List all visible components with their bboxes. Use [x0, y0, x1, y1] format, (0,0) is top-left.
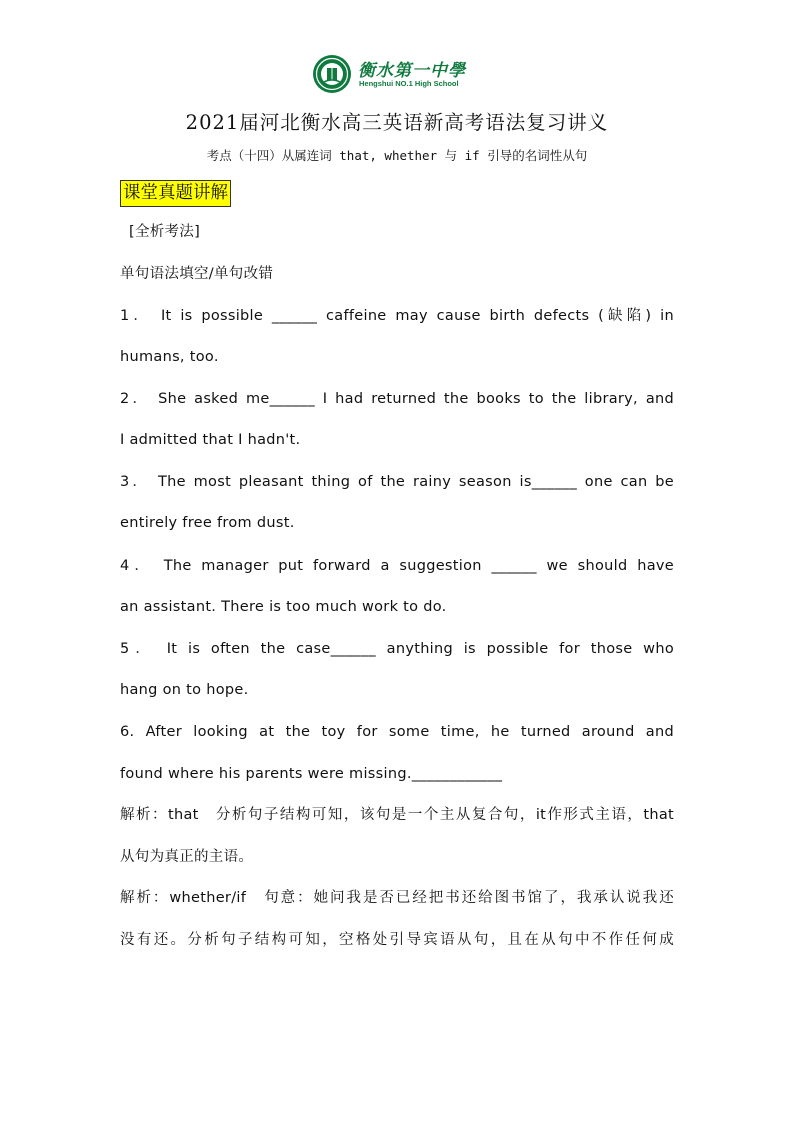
school-english-name: Hengshui NO.1 High School: [359, 79, 459, 88]
question-4-line-1: 4． The manager put forward a suggestion ______ we should have: [120, 558, 674, 574]
school-logo: [312, 54, 482, 96]
question-6-line-2: found where his parents were missing.____________: [120, 766, 503, 782]
question-3-line-1: 3． The most pleasant thing of the rainy season is______ one can be: [120, 474, 674, 490]
school-name: 衡水第一中學: [358, 61, 466, 81]
exercise-type: 单句语法填空/单句改错: [120, 266, 274, 282]
question-3-line-2: entirely free from dust.: [120, 515, 295, 531]
question-5-line-1: 5． It is often the case______ anything is possible for those who: [120, 641, 674, 657]
document-title: 2021届河北衡水高三英语新高考语法复习讲义: [185, 111, 609, 134]
question-2-line-2: I admitted that I hadn't.: [120, 432, 301, 448]
question-6-line-1: 6. After looking at the toy for some time, he turned around and: [120, 724, 674, 740]
question-1-line-2: humans, too.: [120, 349, 219, 365]
answer-1-line-1: 解析：that 分析句子结构可知，该句是一个主从复合句，it作形式主语，that: [120, 807, 674, 823]
question-4-line-2: an assistant. There is too much work to do.: [120, 599, 447, 615]
answer-2-line-1: 解析：whether/if 句意：她问我是否已经把书还给图书馆了，我承认说我还: [120, 890, 674, 906]
document-subtitle: 考点（十四）从属连词 that, whether 与 if 引导的名词性从句: [206, 148, 588, 163]
section-heading: 课堂真题讲解: [120, 180, 231, 207]
question-2-line-1: 2． She asked me______ I had returned the books to the library, and: [120, 391, 674, 407]
question-1-line-1: 1． It is possible ______ caffeine may cause birth defects (缺陷) in: [120, 308, 674, 324]
analysis-label: [全析考法]: [129, 224, 201, 240]
school-seal-icon: [312, 54, 352, 94]
question-5-line-2: hang on to hope.: [120, 682, 249, 698]
answer-1-line-2: 从句为真正的主语。: [120, 849, 254, 865]
answer-2-line-2: 没有还。分析句子结构可知，空格处引导宾语从句，且在从句中不作任何成: [120, 932, 674, 948]
